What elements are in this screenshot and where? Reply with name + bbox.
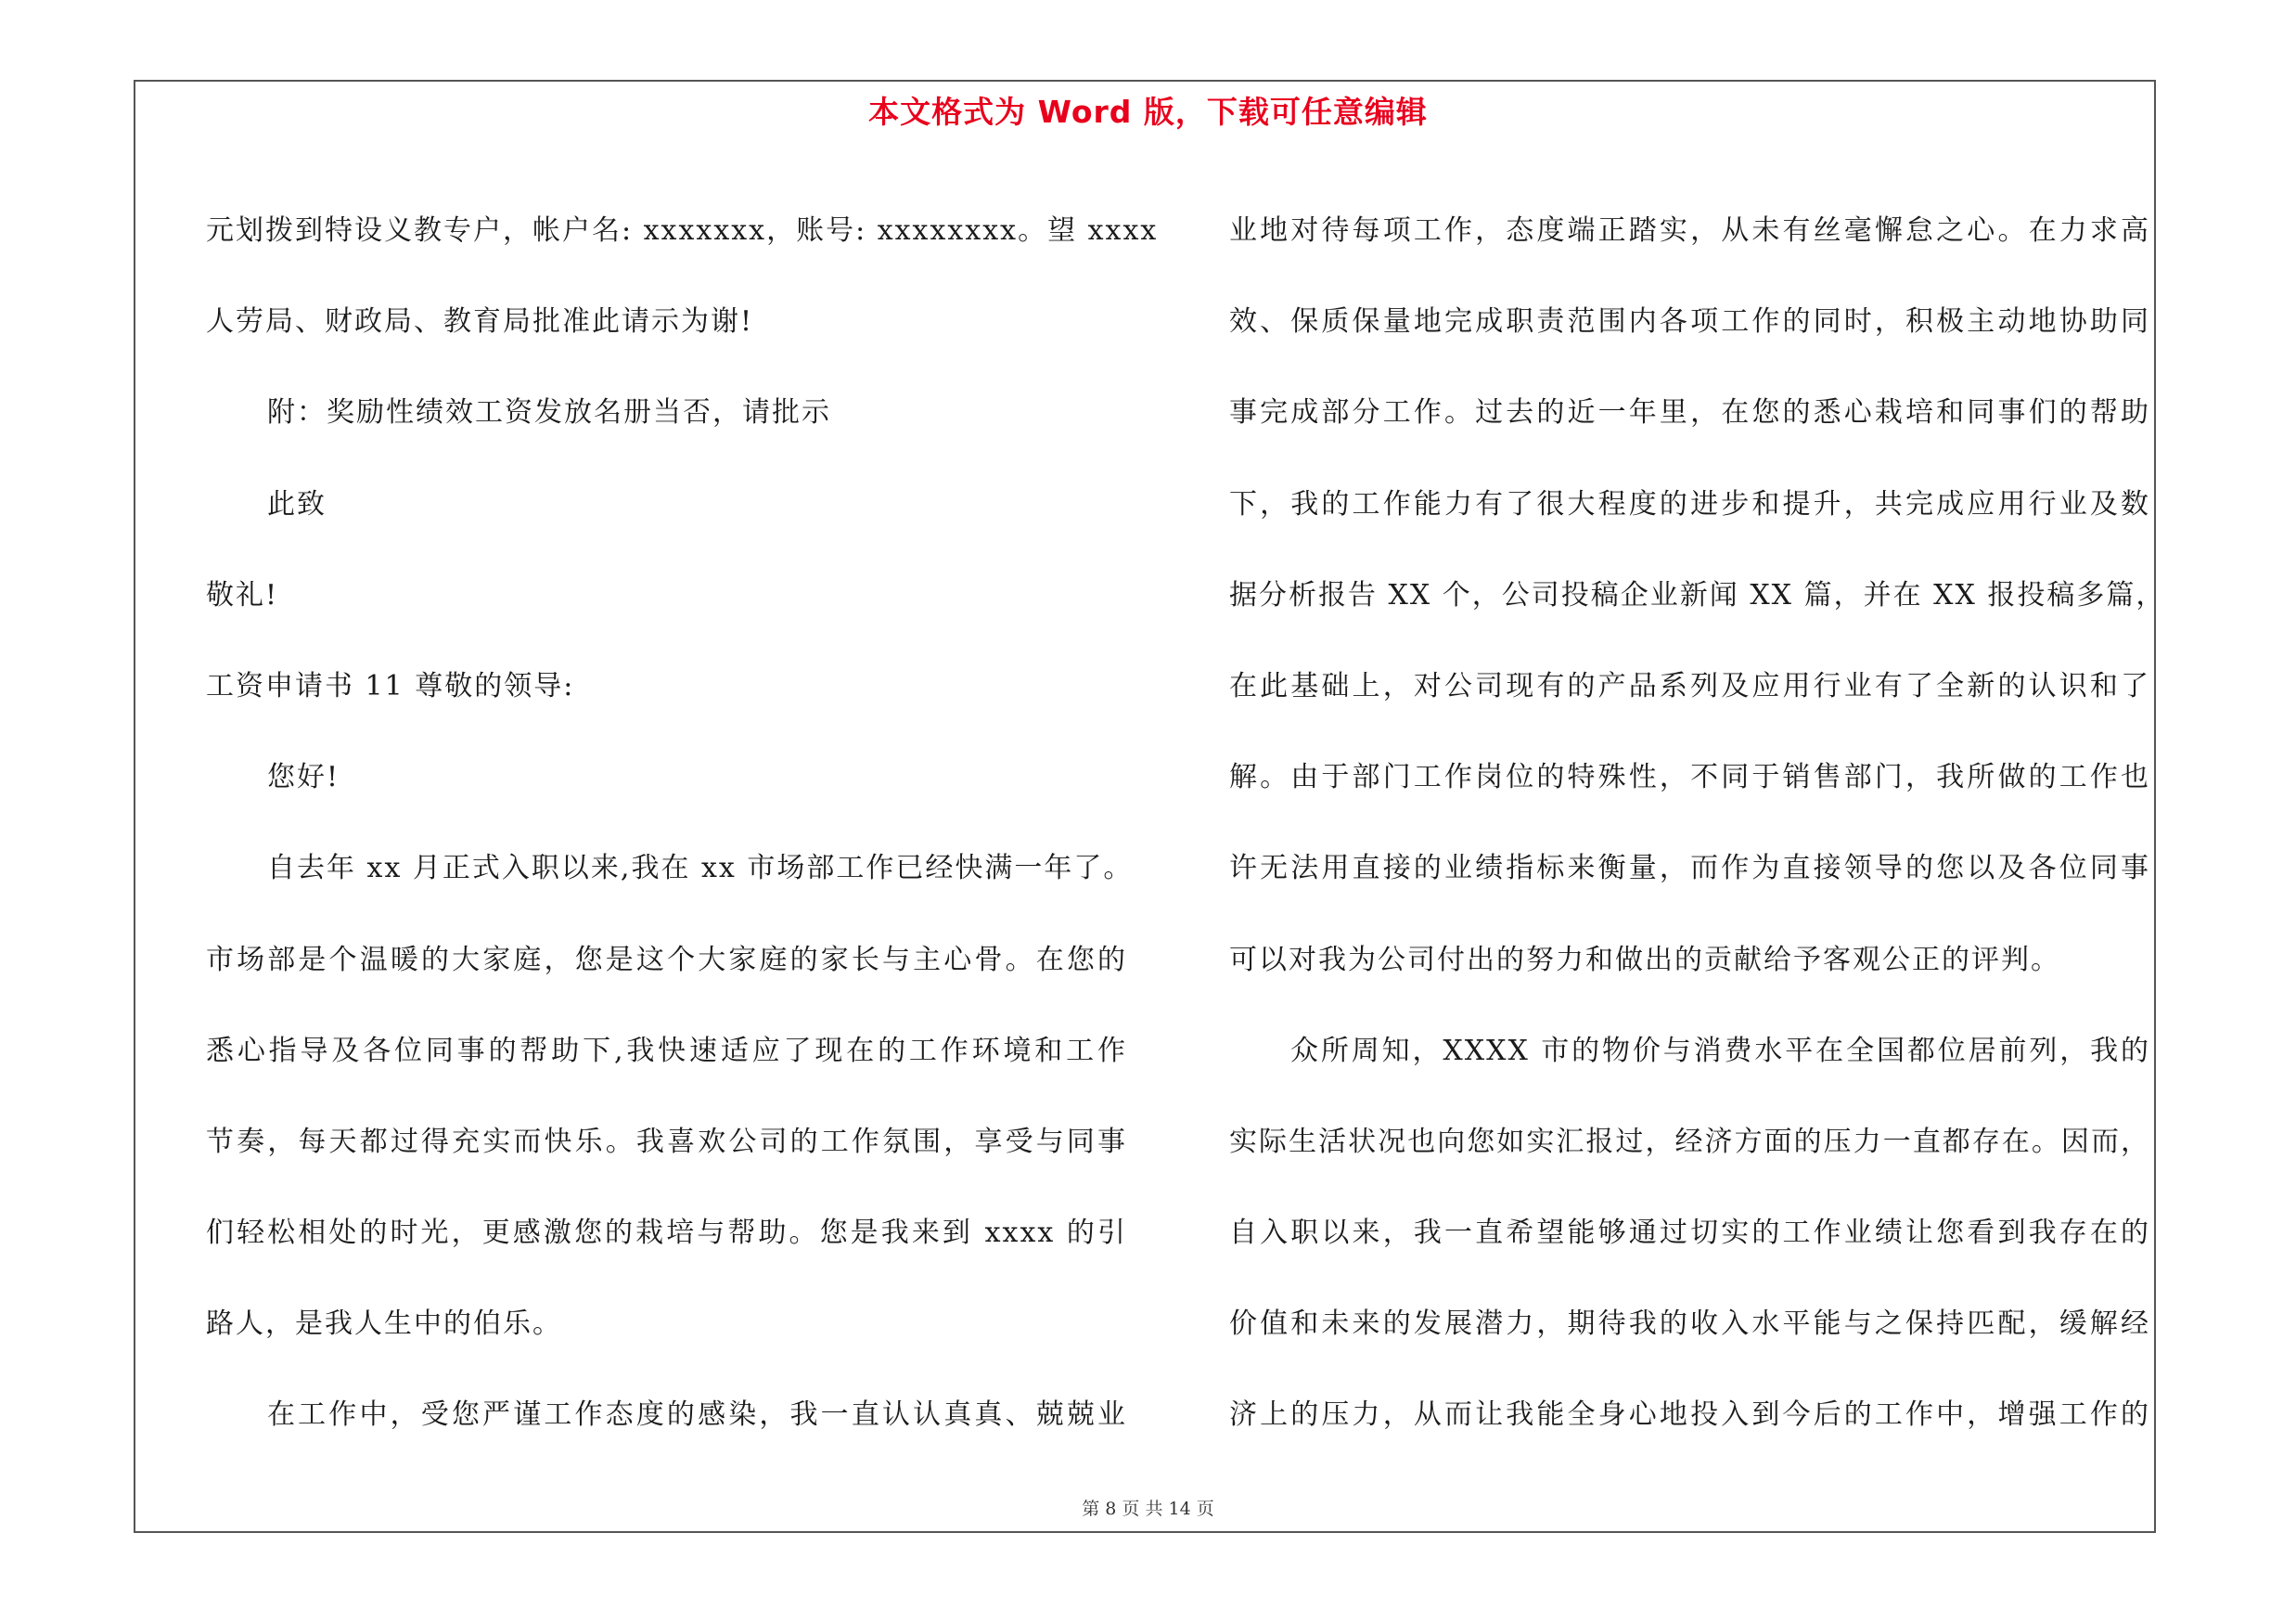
text-line: 效、保质保量地完成职责范围内各项工作的同时，积极主动地协助同 xyxy=(1229,305,2150,339)
text-line: 敬礼! xyxy=(206,578,279,612)
text-line: 您好! xyxy=(267,761,340,794)
text-line: 自入职以来，我一直希望能够通过切实的工作业绩让您看到我存在的 xyxy=(1229,1217,2150,1250)
left-column xyxy=(206,186,1159,1462)
text-line: 附：奖励性绩效工资发放名册当否，请批示 xyxy=(267,396,831,430)
text-line: 节奏，每天都过得充实而快乐。我喜欢公司的工作氛围，享受与同事 xyxy=(206,1125,1127,1158)
text-line: 解。由于部门工作岗位的特殊性，不同于销售部门，我所做的工作也 xyxy=(1229,761,2150,794)
text-line: 实际生活状况也向您如实汇报过，经济方面的压力一直都存在。因而， xyxy=(1229,1125,2150,1158)
text-line: 人劳局、财政局、教育局批准此请示为谢! xyxy=(206,305,754,339)
text-line: 据分析报告 XX 个，公司投稿企业新闻 XX 篇，并在 XX 报投稿多篇， xyxy=(1229,578,2166,612)
text-line: 工资申请书 11 尊敬的领导: xyxy=(206,669,575,702)
text-line: 众所周知，XXXX 市的物价与消费水平在全国都位居前列，我的 xyxy=(1290,1034,2150,1067)
text-line: 可以对我为公司付出的努力和做出的贡献给予客观公正的评判。 xyxy=(1229,943,2060,976)
text-line: 们轻松相处的时光，更感激您的栽培与帮助。您是我来到 xxxx 的引 xyxy=(206,1217,1127,1250)
text-line: 在此基础上，对公司现有的产品系列及应用行业有了全新的认识和了 xyxy=(1229,669,2150,702)
text-line: 此致 xyxy=(267,487,327,521)
format-banner: 本文格式为 Word 版，下载可任意编辑 xyxy=(868,94,1428,130)
page-number-footer: 第 8 页 共 14 页 xyxy=(1082,1499,1214,1519)
text-line: 许无法用直接的业绩指标来衡量，而作为直接领导的您以及各位同事 xyxy=(1229,852,2150,885)
right-column xyxy=(1229,186,2166,1462)
text-line: 自去年 xx 月正式入职以来,我在 xx 市场部工作已经快满一年了。 xyxy=(267,852,1134,885)
text-line: 下，我的工作能力有了很大程度的进步和提升，共完成应用行业及数 xyxy=(1229,487,2150,521)
text-line: 路人，是我人生中的伯乐。 xyxy=(206,1307,562,1341)
text-line: 业地对待每项工作，态度端正踏实，从未有丝毫懈怠之心。在力求高 xyxy=(1229,214,2150,247)
text-line: 济上的压力，从而让我能全身心地投入到今后的工作中，增强工作的 xyxy=(1229,1398,2150,1432)
text-line: 在工作中，受您严谨工作态度的感染，我一直认认真真、兢兢业 xyxy=(267,1398,1127,1432)
text-line: 悉心指导及各位同事的帮助下,我快速适应了现在的工作环境和工作 xyxy=(206,1034,1127,1067)
text-line: 事完成部分工作。过去的近一年里，在您的悉心栽培和同事们的帮助 xyxy=(1229,396,2150,430)
text-line: 市场部是个温暖的大家庭，您是这个大家庭的家长与主心骨。在您的 xyxy=(206,943,1127,976)
text-line: 元划拨到特设义教专户，帐户名: xxxxxxx，账号: xxxxxxxx。望 xxxx xyxy=(206,214,1159,247)
text-line: 价值和未来的发展潜力，期待我的收入水平能与之保持匹配，缓解经 xyxy=(1229,1307,2150,1341)
